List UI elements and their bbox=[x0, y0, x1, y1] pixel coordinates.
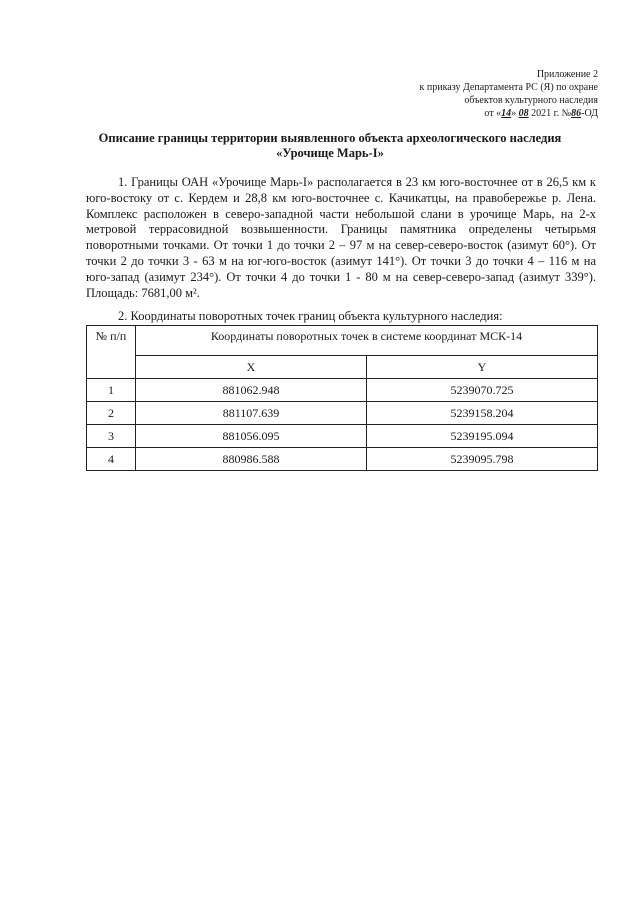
header-number: № п/п bbox=[87, 326, 136, 379]
table-row bbox=[87, 448, 598, 471]
appendix-date-line bbox=[420, 107, 598, 120]
date-month: 08 bbox=[518, 108, 529, 119]
row-x: 881062.948 bbox=[136, 379, 367, 402]
table-row bbox=[87, 379, 598, 402]
table-caption bbox=[86, 309, 606, 324]
date-prefix: от « bbox=[484, 108, 502, 119]
row-x: 881107.639 bbox=[136, 402, 367, 425]
row-number: 1 bbox=[87, 379, 136, 402]
date-suffix: -ОД bbox=[581, 108, 598, 119]
paragraph-1: 1. Границы ОАН «Урочище Марь-I» располагается в 23 км юго-восточнее от в 26,5 км к юго-востоку от с. Кердем и 28,8 км юго-восточнее с. Качикатцы, на правобережье р. Лена. Комплекс расположен в северо-западной части небольшой слани в урочище Марь, на 2-х метровой террасовидной возвышенности. Границы памятника определены четырьмя поворотными точками. От точки 1 до точки 2 – 97 м на север-северо-восток (азимут 60°). От точки 2 до точки 3 - 63 м на юг-юго-восток (азимут 141°). От точки 3 до точки 4 – 116 м на юго-запад (азимут 234°). От точки 4 до точки 1 - 80 м на север-северо-запад (азимут 339°). Площадь: 7681,00 м². bbox=[86, 175, 596, 300]
table-subheader-row bbox=[87, 356, 598, 379]
table-row bbox=[87, 425, 598, 448]
order-number: 86 bbox=[571, 108, 582, 119]
row-y: 5239195.094 bbox=[367, 425, 598, 448]
appendix-line-3: объектов культурного наследия bbox=[464, 95, 598, 106]
header-y: Y bbox=[367, 356, 598, 379]
row-number: 4 bbox=[87, 448, 136, 471]
title-line-1: Описание границы территории выявленного объекта археологического наследия bbox=[98, 131, 562, 145]
document-title bbox=[60, 131, 600, 161]
date-mid-2: 2021 г. № bbox=[528, 108, 572, 119]
row-y: 5239070.725 bbox=[367, 379, 598, 402]
row-y: 5239095.798 bbox=[367, 448, 598, 471]
appendix-line-2: к приказу Департамента РС (Я) по охране bbox=[419, 82, 598, 93]
row-number: 3 bbox=[87, 425, 136, 448]
header-x: X bbox=[136, 356, 367, 379]
row-number: 2 bbox=[87, 402, 136, 425]
row-x: 881056.095 bbox=[136, 425, 367, 448]
table-header-row bbox=[87, 326, 598, 356]
title-line-2: «Урочище Марь-I» bbox=[276, 146, 384, 160]
boundary-description bbox=[86, 175, 596, 301]
table-caption-text: 2. Координаты поворотных точек границ объекта культурного наследия: bbox=[118, 309, 503, 323]
row-x: 880986.588 bbox=[136, 448, 367, 471]
date-day: 14 bbox=[501, 108, 512, 119]
row-y: 5239158.204 bbox=[367, 402, 598, 425]
date-mid-1: » bbox=[511, 108, 519, 119]
table-row bbox=[87, 402, 598, 425]
header-coordinates: Координаты поворотных точек в системе координат МСК-14 bbox=[136, 326, 598, 356]
appendix-line-1: Приложение 2 bbox=[536, 69, 598, 80]
coordinates-table bbox=[86, 325, 598, 471]
appendix-header bbox=[420, 68, 598, 120]
